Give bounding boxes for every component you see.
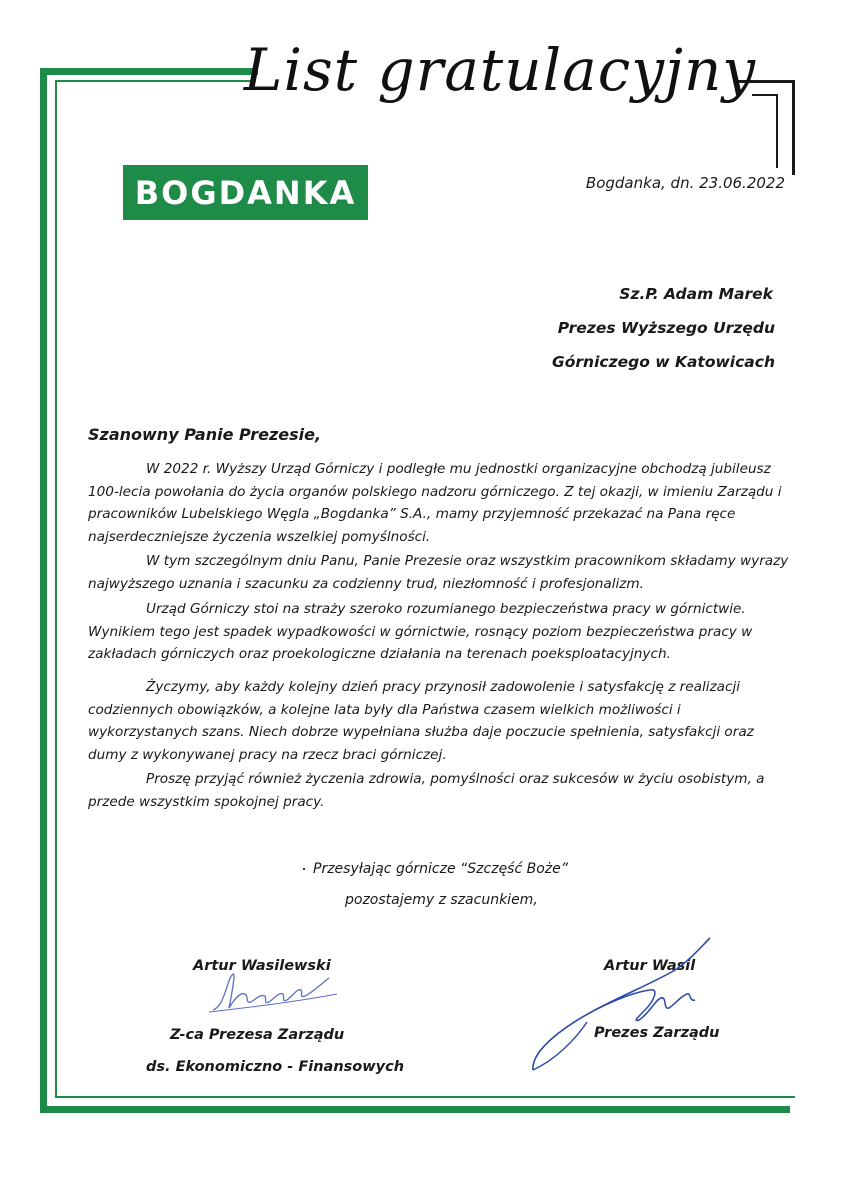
signature-right-handwritten — [525, 930, 725, 1080]
date-line: Bogdanka, dn. 23.06.2022 — [585, 174, 785, 192]
signatory-left-department: ds. Ekonomiczno - Finansowych — [146, 1059, 405, 1075]
paragraph: Urząd Górniczy stoi na straży szeroko rozumianego bezpieczeństwa pracy w górnictwie. Wynikiem tego jest spadek wypadkowości w górnictwie, rosnący poziom bezpieczeństwa pracy w zakładach górniczych oraz proekologiczne działania na terenach poeksploatacyjnych. — [88, 601, 753, 662]
closing-regards: pozostajemy z szacunkiem, — [345, 892, 538, 908]
recipient-line-1: Sz.P. Adam Marek — [619, 285, 773, 303]
frame-green-left — [40, 68, 47, 1113]
signatory-right-name: Artur Wasil — [604, 958, 696, 974]
letter-title: List gratulacyjny — [243, 36, 757, 104]
ink-dot — [303, 868, 305, 870]
salutation: Szanowny Panie Prezesie, — [88, 425, 322, 444]
closing-greeting: Przesyłając górnicze “Szczęść Boże” — [313, 861, 569, 877]
recipient-line-2: Prezes Wyższego Urzędu — [557, 319, 775, 337]
paragraph: W tym szczególnym dniu Panu, Panie Prezesie oraz wszystkim pracownikom składamy wyrazy najwyższego uznania i szacunku za codzienny trud, niezłomność i profesjonalizm. — [88, 553, 789, 592]
company-logo: BOGDANKA — [123, 165, 368, 220]
frame-green-inner-left — [55, 80, 57, 1098]
paragraph: Proszę przyjąć również życzenia zdrowia, pomyślności oraz sukcesów w życiu osobistym, a przede wszystkim spokojnej pracy. — [88, 771, 765, 810]
frame-green-top — [40, 68, 258, 75]
signatory-left-name: Artur Wasilewski — [193, 958, 331, 974]
frame-black-inner-right — [776, 94, 778, 168]
frame-green-inner-bottom — [55, 1096, 795, 1098]
signatory-right-role: Prezes Zarządu — [594, 1025, 720, 1041]
frame-green-inner-top — [55, 80, 255, 82]
recipient-line-3: Górniczego w Katowicach — [552, 353, 775, 371]
signatory-left-role: Z-ca Prezesa Zarządu — [170, 1027, 345, 1043]
paragraph: Życzymy, aby każdy kolejny dzień pracy przynosił zadowolenie i satysfakcję z realizacji codziennych obowiązków, a kolejne lata były dla Państwa czasem wielkich możliwości i wykorzystanych szans. Niech dobrze wypełniana służba daje poczucie spełnienia, satysfakcji oraz dumy z wykonywanej pracy na rzecz braci górniczej. — [88, 679, 754, 763]
signature-left-handwritten — [205, 968, 340, 1018]
paragraph: W 2022 r. Wyższy Urząd Górniczy i podległe mu jednostki organizacyjne obchodzą jubileusz 100-lecia powołania do życia organów polskiego nadzoru górniczego. Z tej okazji, w imieniu Zarządu i pracowników Lubelskiego Węgla „Bogdanka” S.A., mamy przyjemność przekazać na Pana ręce najserdeczniejsze życzenia wszelkiej pomyślności. — [88, 461, 782, 545]
frame-black-right — [792, 80, 795, 175]
frame-green-bottom — [40, 1106, 790, 1113]
